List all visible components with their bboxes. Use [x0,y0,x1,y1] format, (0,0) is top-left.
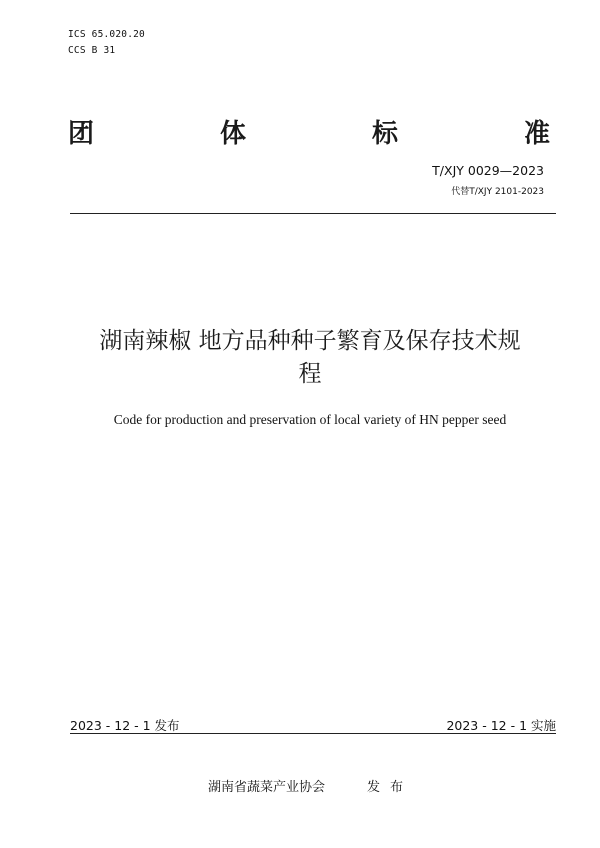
publisher-name: 湖南省蔬菜产业协会 [208,780,326,795]
category-char-4: 准 [523,119,550,149]
category-char-3: 标 [371,119,398,149]
publish-label: 发布 [367,780,414,795]
ccs-code: CCS B 31 [68,45,116,56]
bottom-divider [70,733,556,734]
category-char-1: 团 [68,119,95,149]
replaces-standard: 代替T/XJY 2101-2023 [451,187,544,197]
category-char-2: 体 [219,119,246,149]
top-divider [70,213,556,214]
document-title-en: Code for production and preservation of local variety of HN pepper seed [113,412,507,427]
document-category-heading [68,113,550,150]
title-cn-line-1: 湖南辣椒 地方品种种子繁育及保存技术规 [99,328,521,354]
standard-number: T/XJY 0029—2023 [432,163,544,178]
title-cn-line-2: 程 [298,361,322,387]
document-title-cn [60,325,560,391]
implementation-date: 2023 - 12 - 1 实施 [446,718,556,733]
issue-date: 2023 - 12 - 1 发布 [70,718,180,733]
ics-code: ICS 65.020.20 [68,29,145,40]
